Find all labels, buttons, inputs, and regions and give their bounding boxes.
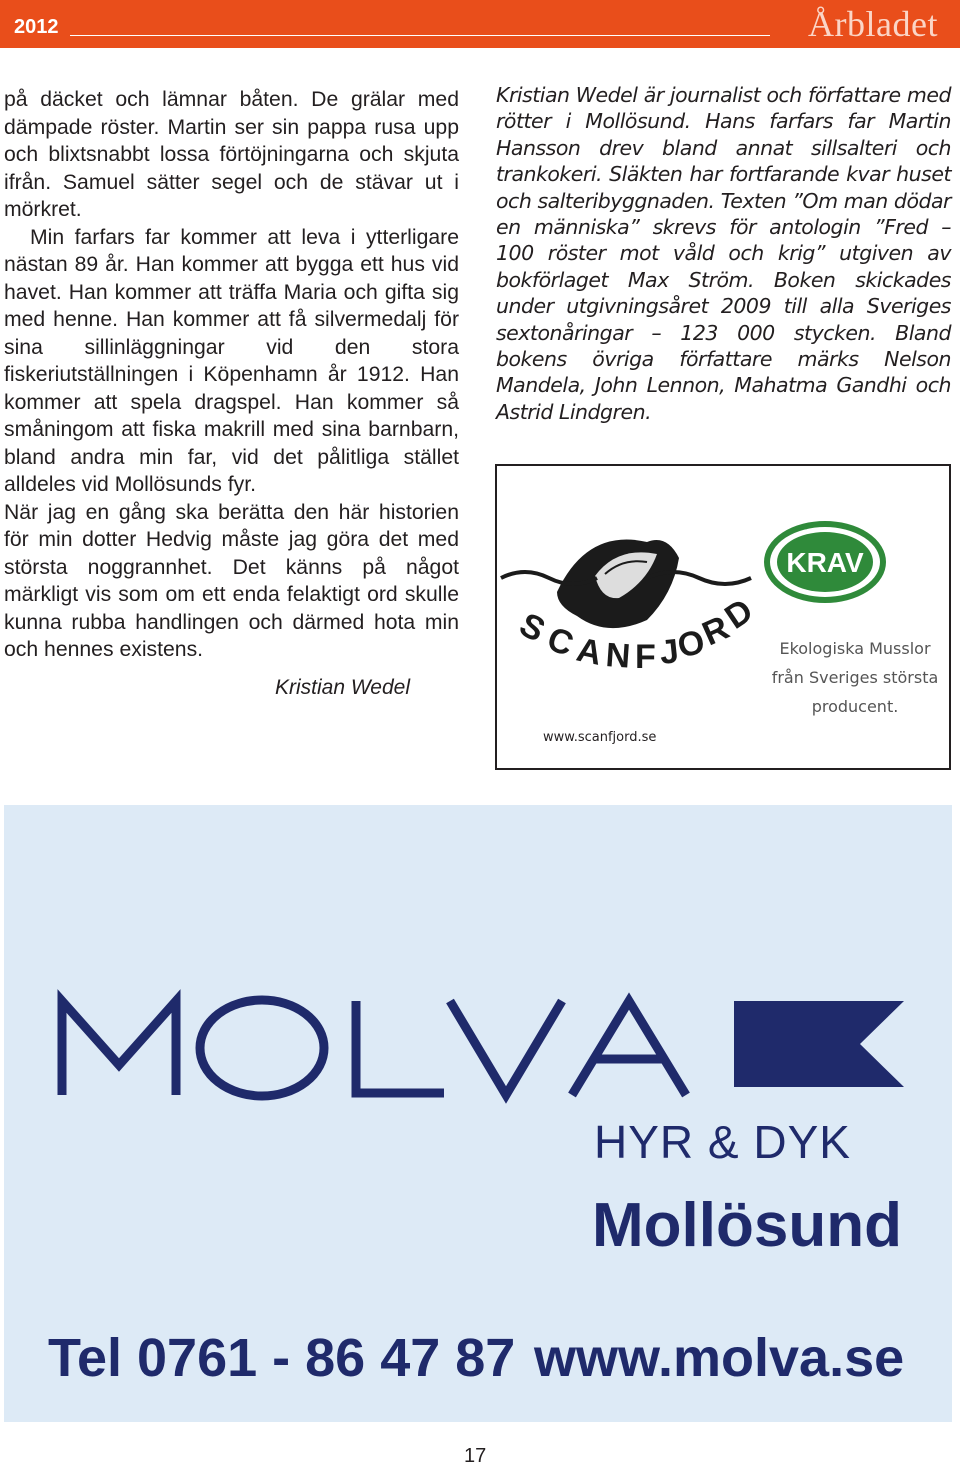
molva-location: Mollösund [592,1191,902,1260]
article-body [4,86,459,664]
brand-letter: D [718,591,760,637]
brand-letter: O [673,622,709,666]
brand-letter [356,1001,444,1093]
page-number: 17 [464,1445,487,1467]
brand-letter: J [657,632,681,672]
author-signature: Kristian Wedel [275,676,411,699]
year-label: 2012 [14,16,59,38]
brand-letter: S [513,605,552,650]
author-bio: Kristian Wedel är journalist och författare med rötter i Mollösund. Hans farfars far Martin Hansson drev bland annat sillsalteri och trankokeri. Släkten har fortfarande kvar huset och salteribyggnaden. Texten ”Om man dödar en människa” skrevs för antologin ”Fred – 100 röster mot våld och krig” utgiven av bokförlaget Max Ström. Boken skickades under utgivningsåret 2009 till alla Sveriges sextonåringar – 123 000 stycken. Bland bokens övriga författare märks Nelson Mandela, John Lennon, Mahatma Gandhi och Astrid Lindgren. [496,83,951,424]
molva-logo [4,805,952,1105]
scanfjord-url[interactable]: www.scanfjord.se [543,730,657,745]
krav-text: KRAV [786,547,864,578]
header-rule [70,35,770,36]
scanfjord-ad [495,464,951,770]
krav-logo [767,524,883,600]
molva-website[interactable]: www.molva.se [534,1328,905,1388]
molva-subtitle: HYR & DYK [594,1116,851,1168]
dive-flag-icon [734,1001,904,1087]
brand-letter: N [604,636,632,676]
brand-letter: R [696,608,735,654]
article-paragraph: på däcket och lämnar båten. De grälar med dämpade röster. Martin ser sin pappa rusa upp och blixtsnabbt lossa förtöjningarna och skjuta ifrån. Samuel sätter segel och de stävar ut i mörkret. [4,88,459,221]
brand-letter: C [542,619,579,664]
scanfjord-logo [497,466,949,768]
page-header [0,0,960,48]
molva-phone[interactable]: Tel 0761 - 86 47 87 [48,1328,516,1388]
scanfjord-tagline: Ekologiska Musslor från Sveriges största producent. [771,639,939,716]
molva-wordmark [62,1000,686,1096]
brand-letter [62,1001,176,1095]
brand-letter [450,1001,562,1095]
article-paragraph: När jag en gång ska berätta den här historien för min dotter Hedvig måste jag göra det med största noggrannhet. Det känns på något märkligt vis som om ett enda felaktigt ord skulle kunna rubba handlingen och därmed hota min och hennes existens. [4,500,459,661]
brand-letter [200,1000,324,1096]
publication-title: Årbladet [808,4,938,44]
brand-letter: A [573,630,606,673]
molva-ad [4,805,952,1422]
brand-letter: F [635,638,656,676]
article-paragraph: Min farfars far kommer att leva i ytterligare nästan 89 år. Han kommer att bygga ett hus vid havet. Han kommer att träffa Maria och gifta sig med henne. Han kommer att få silvermedalj för sina sillinläggningar vid den stora fiskeriutställningen i Köpenhamn år 1912. Han kommer att spela dragspel. Han kommer så småningom att fiska makrill med sina barnbarn, bland andra min far, vid det pålitliga stället alldeles vid Mollösunds fyr. [4,225,459,496]
brand-letter [572,1001,686,1095]
